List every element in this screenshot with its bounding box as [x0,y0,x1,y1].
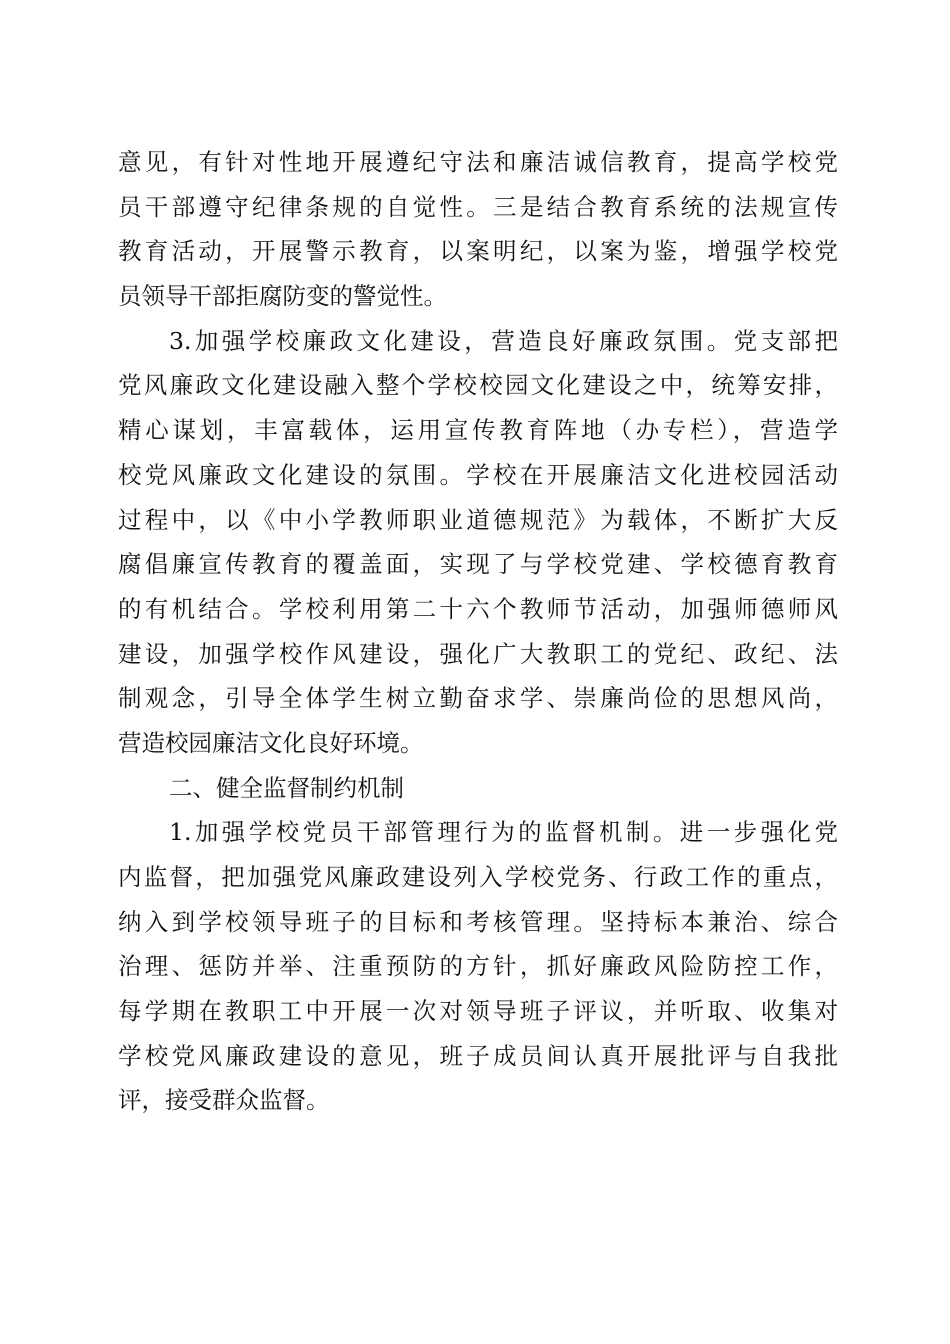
text-line: 内监督，把加强党风廉政建设列入学校党务、行政工作的重点， [118,863,838,891]
text-line: 校党风廉政文化建设的氛围。学校在开展廉洁文化进校园活动 [118,460,838,489]
text-line: 治理、惩防并举、注重预防的方针，抓好廉政风险防控工作， [118,952,838,981]
text-line: 教育活动，开展警示教育，以案明纪，以案为鉴，增强学校党 [118,237,838,266]
text-line: 建设，加强学校作风建设，强化广大教职工的党纪、政纪、法 [118,639,838,668]
text-line: 腐倡廉宣传教育的覆盖面，实现了与学校党建、学校德育教育 [118,550,838,579]
text-line: 制观念，引导全体学生树立勤奋求学、崇廉尚俭的思想风尚， [118,684,838,713]
text-line: 学校党风廉政建设的意见，班子成员间认真开展批评与自我批 [118,1041,838,1070]
text-line: 员领导干部拒腐防变的警觉性。 [118,282,447,311]
text-line: 员干部遵守纪律条规的自觉性。三是结合教育系统的法规宣传 [118,192,838,221]
text-line: 过程中，以《中小学教师职业道德规范》为载体，不断扩大反 [118,505,838,534]
text-line: 党风廉政文化建设融入整个学校校园文化建设之中，统筹安排， [118,371,838,400]
text-line: 意见，有针对性地开展遵纪守法和廉洁诚信教育，提高学校党 [118,148,838,176]
section-heading: 二、健全监督制约机制 [169,773,404,802]
paragraph-first-line: 1.加强学校党员干部管理行为的监督机制。进一步强化党 [169,818,838,847]
document-body [118,140,838,1123]
paragraph-first-line: 3.加强学校廉政文化建设，营造良好廉政氛围。党支部把 [169,326,838,355]
text-line: 每学期在教职工中开展一次对领导班子评议，并听取、收集对 [118,997,838,1026]
text-line: 评，接受群众监督。 [118,1086,330,1115]
text-line: 的有机结合。学校利用第二十六个教师节活动，加强师德师风 [118,594,838,623]
text-line: 营造校园廉洁文化良好环境。 [118,728,424,757]
text-line: 精心谋划，丰富载体，运用宣传教育阵地（办专栏），营造学 [118,416,838,445]
text-line: 纳入到学校领导班子的目标和考核管理。坚持标本兼治、综合 [118,907,838,936]
